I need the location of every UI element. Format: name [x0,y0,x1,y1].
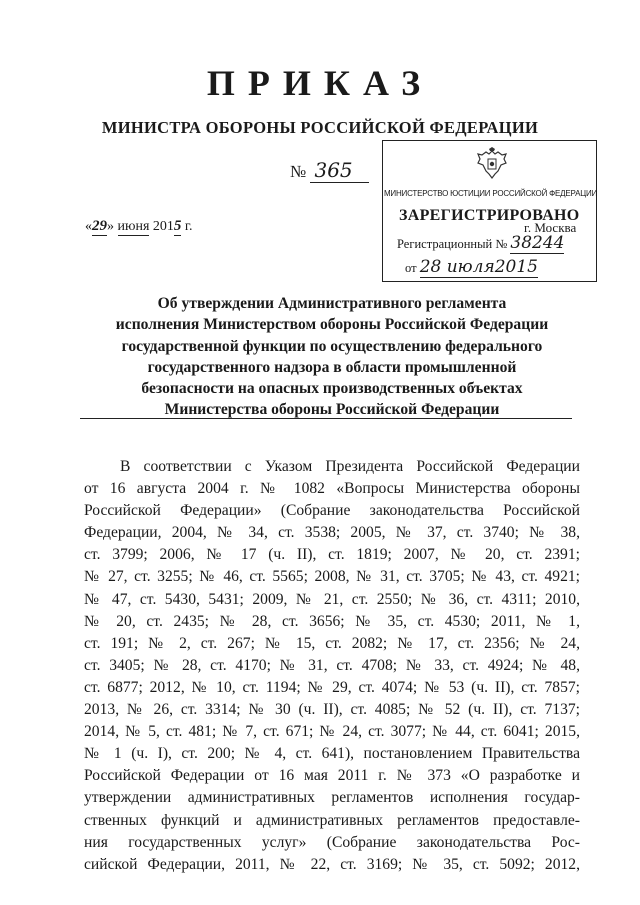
body-line: ст. 191; № 2, ст. 267; № 15, ст. 2082; № 17, ст. 2356; № 24, [84,634,580,652]
heading-line: безопасности на опасных производственных объектах [141,380,523,398]
date-open-quote: « [85,219,92,234]
heading-line: государственного надзора в области промышленной [147,358,517,376]
order-date [85,218,193,236]
stamp-reg-date-prefix: от [405,261,417,275]
body-line: ственных функций и административных регламентов предоставле- [84,811,580,829]
stamp-registered: ЗАРЕГИСТРИРОВАНО [399,207,580,224]
stamp-reg-number [397,233,564,253]
heading-line: исполнения Министерством обороны Российской Федерации [115,316,549,334]
order-number [290,158,369,183]
document-title: ПРИКАЗ [206,63,434,103]
stamp-reg-date-value: 28 июля [419,257,495,277]
date-month: июня [117,219,150,234]
date-year-prefix: 201 [152,219,174,234]
body-line: ст. 3405; № 28, ст. 4170; № 31, ст. 4708; № 33, ст. 4924; № 48, [84,656,580,674]
body-line: № 47, ст. 5430, 5431; 2009, № 21, ст. 2550; № 36, ст. 4311; 2010, [84,590,580,608]
body-line: ния государственных услуг» (Собрание законодательства Рос- [84,833,580,851]
body-line: ст. 3799; 2006, № 17 (ч. II), ст. 1819; 2007, № 20, ст. 2391; [84,546,580,564]
stamp-ministry: МИНИСТЕРСТВО ЮСТИЦИИ РОССИЙСКОЙ ФЕДЕРАЦИИ [383,189,598,198]
body-line: ст. 6877; 2012, № 10, ст. 1194; № 29, ст. 4074; № 53 (ч. II), ст. 7857; [84,678,580,696]
date-year-digit: 5 [173,218,182,234]
date-year-suffix: г. [184,219,193,234]
stamp-reg-number-value: 38244 [510,233,565,253]
heading-divider [80,418,572,419]
date-close-quote: » [107,219,114,234]
body-line: 2013, № 26, ст. 3314; № 30 (ч. II), ст. 4085; № 52 (ч. II), ст. 7137; [84,701,580,719]
stamp-reg-date-year: 2015 [494,257,538,277]
heading-line: Министерства обороны Российской Федерации [164,401,500,419]
document-subtitle: МИНИСТРА ОБОРОНЫ РОССИЙСКОЙ ФЕДЕРАЦИИ [101,118,539,137]
order-number-value: 365 [310,158,368,183]
body-line: сийской Федерации, 2011, № 22, ст. 3169; № 35, ст. 5092; 2012, [84,855,580,873]
stamp-reg-date [405,257,538,277]
number-prefix: № [290,162,307,181]
body-line: № 20, ст. 2435; № 28, ст. 3656; № 35, ст. 4530; 2011, № 1, [84,612,580,630]
registration-stamp [382,140,597,282]
body-line: 2014, № 5, ст. 481; № 7, ст. 671; № 24, ст. 3077; № 44, ст. 6041; 2015, [84,723,580,741]
body-line: от 16 августа 2004 г. № 1082 «Вопросы Министерства обороны [84,480,580,498]
body-line: утверждении административных регламентов исполнения государ- [84,789,580,807]
coat-of-arms-icon [475,147,509,181]
body-line: Российской Федерации от 16 мая 2011 г. № 373 «О разработке и [84,767,580,785]
body-line: Федерации, 2004, № 34, ст. 3538; 2005, № 37, ст. 3740; № 38, [84,524,580,542]
order-heading [82,293,582,421]
body-line: В соответствии с Указом Президента Российской Федерации [120,458,580,475]
stamp-reg-number-label: Регистрационный № [397,237,508,251]
date-day: 29 [92,218,107,234]
body-line: № 1 (ч. I), ст. 200; № 4, ст. 641), постановлением Правительства [84,745,580,763]
body-line: Российской Федерации» (Собрание законодательства Российской [84,502,580,520]
heading-line: Об утверждении Административного регламента [157,295,507,312]
body-text [84,456,580,876]
heading-line: государственной функции по осуществлению федерального [121,337,543,355]
city: г. Москва [524,220,577,235]
body-line: № 27, ст. 3255; № 46, ст. 5565; 2008, № 31, ст. 3705; № 43, ст. 4921; [84,568,580,586]
